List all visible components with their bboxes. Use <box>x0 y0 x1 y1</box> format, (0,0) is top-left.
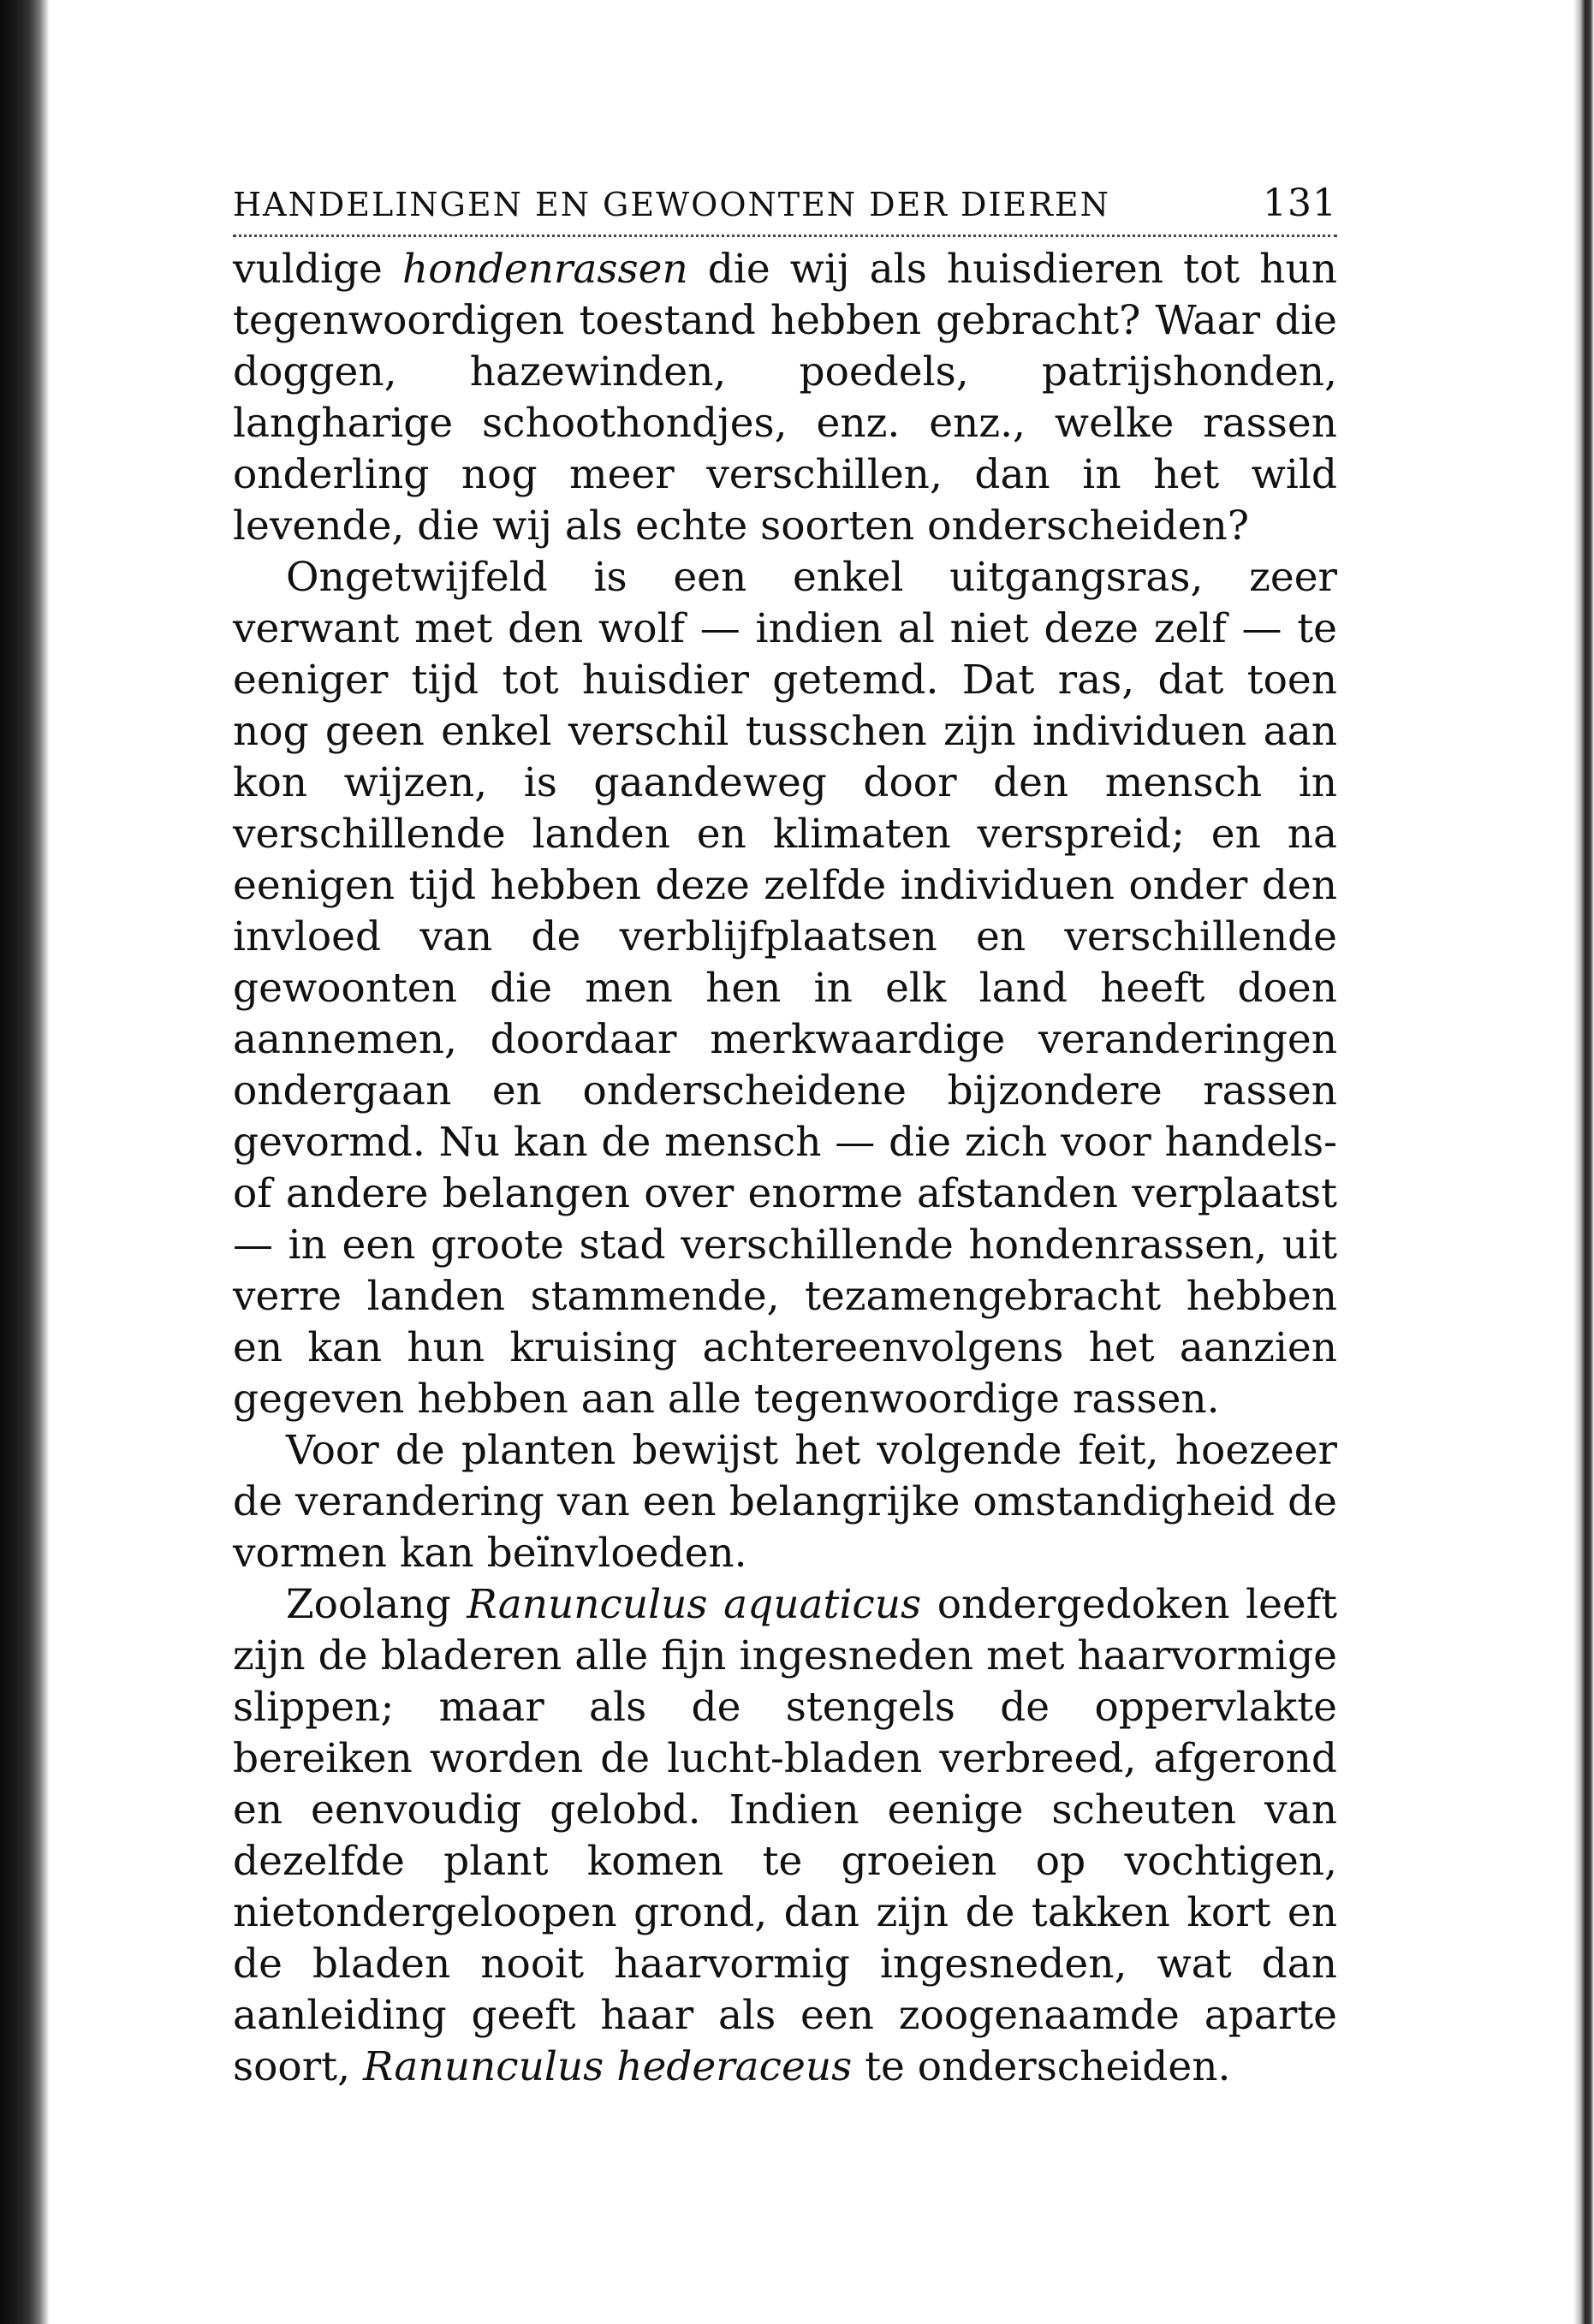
running-head-title: HANDELINGEN EN GEWOONTEN DER DIEREN <box>233 186 1110 223</box>
paragraph <box>233 244 1337 552</box>
page-number: 131 <box>1263 181 1337 225</box>
text-run: die wij als huisdieren tot hun tegenwoordigen toestand hebben gebracht? Waar die doggen, hazewinden, poedels, patrijshonden, langharige schoothondjes, enz. enz., welke rassen onderling nog meer verschillen, dan in het wild levende, die wij als echte soorten onderscheiden? <box>233 246 1337 550</box>
paragraph <box>233 552 1337 1425</box>
running-head <box>233 180 1337 228</box>
scan-binding-edge-right <box>1573 0 1594 2324</box>
italic-term: Ranunculus aquaticus <box>467 1581 922 1628</box>
text-run: vuldige <box>233 246 402 293</box>
text-run: Zoolang <box>286 1581 467 1628</box>
text-run: Voor de planten bewijst het volgende feit, hoezeer de verandering van een belangrijke omstandigheid de vormen kan beïnvloeden. <box>233 1427 1337 1577</box>
header-dotted-rule <box>233 235 1337 237</box>
body-text <box>233 244 1337 2093</box>
book-page <box>233 180 1337 2093</box>
italic-term: Ranunculus hederaceus <box>362 2043 853 2090</box>
scan-binding-edge-left <box>0 0 50 2324</box>
text-run: te onderscheiden. <box>852 2043 1231 2090</box>
text-run: ondergedoken leeft zijn de bladeren alle fijn ingesneden met haarvormige slippen; maar als de stengels de oppervlakte bereiken worden de lucht-bladen verbreed, afgerond en eenvoudig gelobd. Indien eenige scheuten van dezelfde plant komen te groeien op vochtigen, nietondergeloopen grond, dan zijn de takken kort en de bladen nooit haarvormig ingesneden, wat dan aanleiding geeft haar als een zoogenaamde aparte soort, <box>233 1581 1337 2090</box>
paragraph <box>233 1425 1337 1579</box>
text-run: Ongetwijfeld is een enkel uitgangsras, zeer verwant met den wolf — indien al niet deze zelf — te eeniger tijd tot huisdier getemd. Dat ras, dat toen nog geen enkel verschil tusschen zijn individuen aan kon wijzen, is gaandeweg door den mensch in verschillende landen en klimaten verspreid; en na eenigen tijd hebben deze zelfde individuen onder den invloed van de verblijfplaatsen en verschillende gewoonten die men hen in elk land heeft doen aannemen, doordaar merkwaardige veranderingen ondergaan en onderscheidene bijzondere rassen gevormd. Nu kan de mensch — die zich voor handels- of andere belangen over enorme afstanden verplaatst — in een groote stad verschillende hondenrassen, uit verre landen stammende, tezamengebracht hebben en kan hun kruising achtereenvolgens het aanzien gegeven hebben aan alle tegenwoordige rassen. <box>233 554 1337 1423</box>
italic-term: hondenrassen <box>401 246 688 293</box>
paragraph <box>233 1579 1337 2093</box>
